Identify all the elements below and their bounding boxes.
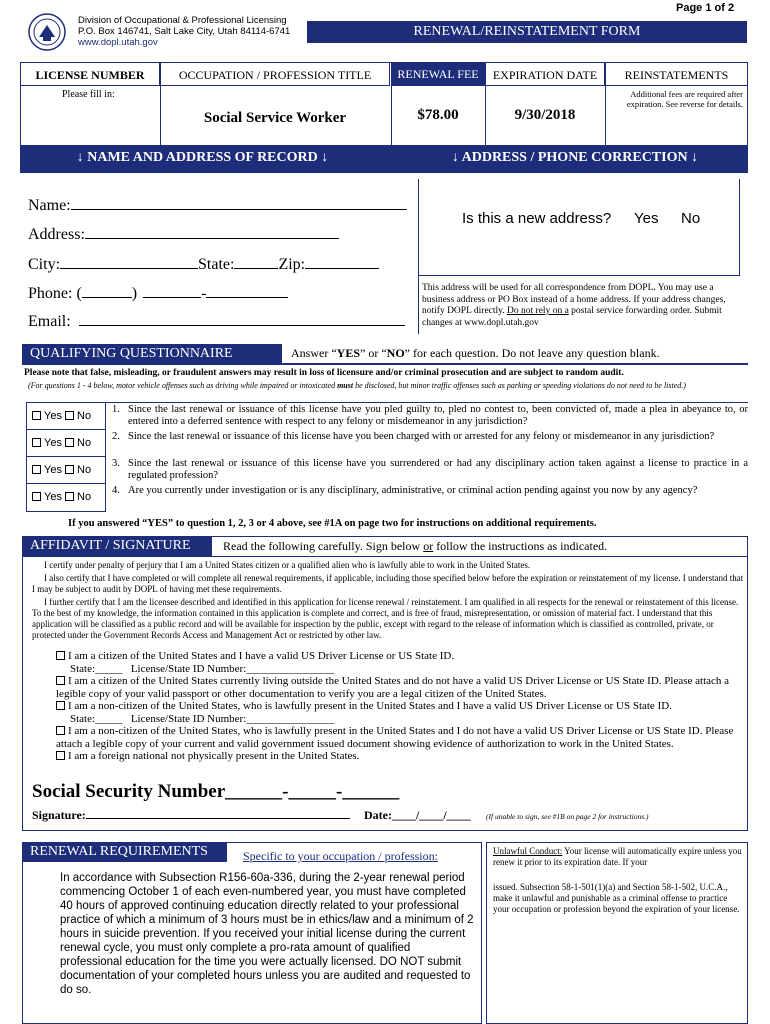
new-address-no[interactable]: No bbox=[681, 210, 701, 227]
questionnaire-title: QUALIFYING QUESTIONNAIRE bbox=[22, 344, 282, 364]
option-3-id-fields[interactable]: State:_____ License/State ID Number:________________ bbox=[70, 712, 335, 725]
q3-yes-no[interactable]: Yes No bbox=[32, 464, 91, 476]
col-license-number: LICENSE NUMBER bbox=[20, 62, 160, 86]
email-field[interactable] bbox=[28, 312, 405, 331]
citizenship-options bbox=[56, 650, 746, 763]
option-us-citizen-abroad[interactable]: I am a citizen of the United States currently living outside the United States and do not have a valid US Driver License or US State ID. Please attach a legible copy of your valid passport or other documentation to verify you are a legal citizen of the United States. bbox=[56, 675, 730, 700]
option-noncitizen-without-id[interactable]: I am a non-citizen of the United States, who is lawfully present in the United States and I do not have a valid US Driver License or US State ID. Please attach a legible copy of your current and valid government issued document showing evidence of authorization to work in the United States. bbox=[56, 725, 734, 750]
q1-yes-no[interactable]: Yes No bbox=[32, 410, 91, 422]
fee-value: $78.00 bbox=[417, 107, 459, 123]
banner-name-record: ↓ NAME AND ADDRESS OF RECORD ↓ bbox=[76, 150, 329, 165]
fill-in-label: Please fill in: bbox=[62, 89, 115, 100]
affidavit-instruction: Read the following carefully. Sign below or follow the instructions as indicated. bbox=[223, 539, 608, 553]
occupation-value: Social Service Worker bbox=[203, 110, 347, 126]
unlawful-conduct-box bbox=[486, 842, 748, 1024]
state-label: State: bbox=[198, 256, 235, 273]
q4-yes-no[interactable]: Yes No bbox=[32, 491, 91, 503]
affidavit-para-2: I also certify that I have completed or will complete all renewal requirements, if applicable, including those specified below before the expiration or reinstatement of my license. I understand that I may be subject to audit by DOPL of having met these requirements. bbox=[32, 573, 744, 594]
agency-website[interactable]: www.dopl.utah.gov bbox=[78, 37, 158, 48]
name-label: Name: bbox=[28, 197, 71, 214]
agency-info bbox=[78, 15, 290, 48]
col-occupation: OCCUPATION / PROFESSION TITLE bbox=[160, 62, 390, 86]
question-4: Are you currently under investigation or is any disciplinary, administrative, or criminal action pending against you now by any agency? bbox=[128, 485, 698, 496]
form-title: RENEWAL/REINSTATEMENT FORM bbox=[307, 21, 747, 43]
city-state-zip-field[interactable] bbox=[28, 255, 379, 274]
questionnaire-note: (For questions 1 - 4 below, motor vehicle offenses such as driving while impaired or intoxicated must be disclosed, but minor traffic offenses such as parking or speeding violations do not need to be listed.) bbox=[28, 381, 686, 390]
address-label: Address: bbox=[28, 226, 85, 243]
col-expiration: EXPIRATION DATE bbox=[485, 62, 605, 86]
col-renewal-fee: RENEWAL FEE bbox=[391, 62, 485, 86]
ssn-field[interactable]: Social Security Number______-_____-______ bbox=[32, 781, 400, 802]
zip-label: Zip: bbox=[278, 256, 306, 273]
option-1-id-fields[interactable]: State:_____ License/State ID Number:________________ bbox=[70, 662, 335, 675]
date-field[interactable]: Date:____/____/____ bbox=[364, 808, 471, 822]
email-label: Email: bbox=[28, 313, 71, 330]
affidavit-para-1: I certify under penalty of perjury that I am a United States citizen or a qualified alien who is lawfully able to work in the United States. bbox=[44, 560, 531, 570]
questionnaire-warning: Please note that false, misleading, or fraudulent answers may result in loss of licensure and/or criminal prosecution and are subject to random audit. bbox=[24, 368, 624, 378]
banner-address-correction: ↓ ADDRESS / PHONE CORRECTION ↓ bbox=[451, 150, 699, 165]
renewal-title: RENEWAL REQUIREMENTS bbox=[22, 842, 227, 862]
signature-field[interactable]: Signature: bbox=[32, 808, 350, 823]
questionnaire-followup: If you answered “YES” to question 1, 2, 3 or 4 above, see #1A on page two for instructions on additional requirements. bbox=[68, 518, 597, 529]
col-reinstatements: REINSTATEMENTS bbox=[605, 62, 748, 86]
unlawful-conduct-body: issued. Subsection 58-1-501(1)(a) and Section 58-1-502, U.C.A., make it unlawful and punishable as a criminal offense to practice your occupation or profession beyond the expiration of your license. bbox=[493, 882, 740, 914]
agency-address: P.O. Box 146741, Salt Lake City, Utah 84114-6741 bbox=[78, 26, 291, 37]
affidavit-title: AFFIDAVIT / SIGNATURE bbox=[22, 536, 212, 556]
division-name: Division of Occupational & Professional Licensing bbox=[78, 15, 287, 26]
page-number: Page 1 of 2 bbox=[676, 2, 735, 14]
question-2: Since the last renewal or issuance of this license have you been charged with or arrested for any felony or misdemeanor in any jurisdiction? bbox=[128, 431, 715, 442]
name-field[interactable] bbox=[28, 196, 407, 215]
license-number-field[interactable] bbox=[52, 96, 152, 136]
phone-label: Phone: ( bbox=[28, 285, 82, 302]
unlawful-conduct-head: Unlawful Conduct: Your license will automatically expire unless you renew it prior to its expiration date. If your bbox=[493, 846, 742, 867]
question-3: Since the last renewal or issuance of this license have you surrendered or had any disciplinary action taken against a license to practice in a regulated profession? bbox=[128, 458, 748, 481]
option-us-citizen-with-id[interactable]: I am a citizen of the United States and I have a valid US Driver License or US State ID. bbox=[56, 650, 746, 663]
option-foreign-national[interactable]: I am a foreign national not physically present in the United States. bbox=[56, 750, 746, 763]
affidavit-para-3: I further certify that I am the licensee described and identified in this application for license renewal / reinstatement. I am qualified in all respects for the renewal or reinstatement of this license. To the best of my knowledge, the information contained in this application is complete and correct, and is free of fraud, misrepresentation, or omission of material fact. I understand that this application will be classified as a public record and will be available for inspection by the public, except with regard to the release of information which is classified as controlled, private, or protected under the Government Records Access and Management Act or restricted by other law. bbox=[32, 597, 739, 640]
phone-field[interactable]: Phone: ( ) - bbox=[28, 284, 288, 303]
expiration-value: 9/30/2018 bbox=[514, 107, 576, 123]
address-field[interactable] bbox=[28, 225, 339, 244]
address-correction-area[interactable] bbox=[418, 179, 740, 276]
city-label: City: bbox=[28, 256, 61, 273]
questionnaire-instruction: Answer “YES” or “NO” for each question. Do not leave any question blank. bbox=[291, 346, 660, 360]
new-address-yes[interactable]: Yes bbox=[634, 210, 659, 227]
reinstatement-note: Additional fees are required after expiration. See reverse for details. bbox=[626, 89, 743, 109]
option-noncitizen-with-id[interactable]: I am a non-citizen of the United States, who is lawfully present in the United States and I have a valid US Driver License or US State ID. bbox=[56, 700, 746, 713]
renewal-body: In accordance with Subsection R156-60a-336, during the 2-year renewal period commencing October 1 of each even-numbered year, you must have completed 40 hours of approved continuing education directly related to your professional practice of which a minimum of 3 hours must be in ethics/law and a minimum of 2 hours in suicide prevention. If you received your initial license during the current renewal cycle, you must only complete a pro-rata amount of qualified professional education for the time you were actually licensed. DO NOT submit documentation of your completed hours unless you are audited and requested to do so. bbox=[60, 872, 474, 996]
question-list: Yes No 1. Since the last renewal or issuance of this license have you pled guilty to, pled no contest to, been convicted of, made a plea in abeyance to, or entered into a deferred sentence with respect to any felony or misdemeanor in any jurisdiction? Yes No 2. Since the last renewal or issuance of this license have you been charged with or arrested for any felony or misdemeanor in any jurisdiction? Yes No 3. Since the last renewal or issuance of this license have you surrendered or had any disciplinary action taken against a license to practice in a regulated profession? Yes No 4. Are you currently under investigation or is any disciplinary, administrative, or criminal action pending against you now by any agency? bbox=[26, 402, 748, 512]
question-1: Since the last renewal or issuance of this license have you pled guilty to, pled no contest to, been convicted of, made a plea in abeyance to, or entered into a deferred sentence with respect to any felony or misdemeanor in any jurisdiction? bbox=[128, 404, 748, 427]
utah-seal-icon bbox=[28, 13, 66, 51]
renewal-specific-label: Specific to your occupation / profession: bbox=[243, 849, 438, 863]
new-address-question: Is this a new address? bbox=[462, 210, 612, 227]
unable-to-sign-note: (If unable to sign, see #1B on page 2 for instructions.) bbox=[486, 812, 649, 821]
address-note: This address will be used for all correspondence from DOPL. You may use a business address or PO Box instead of a home address. If your address changes, notify DOPL directly. Do not rely on a postal service forwarding order. Submit changes at www.dopl.utah.gov bbox=[422, 283, 726, 328]
q2-yes-no[interactable]: Yes No bbox=[32, 437, 91, 449]
